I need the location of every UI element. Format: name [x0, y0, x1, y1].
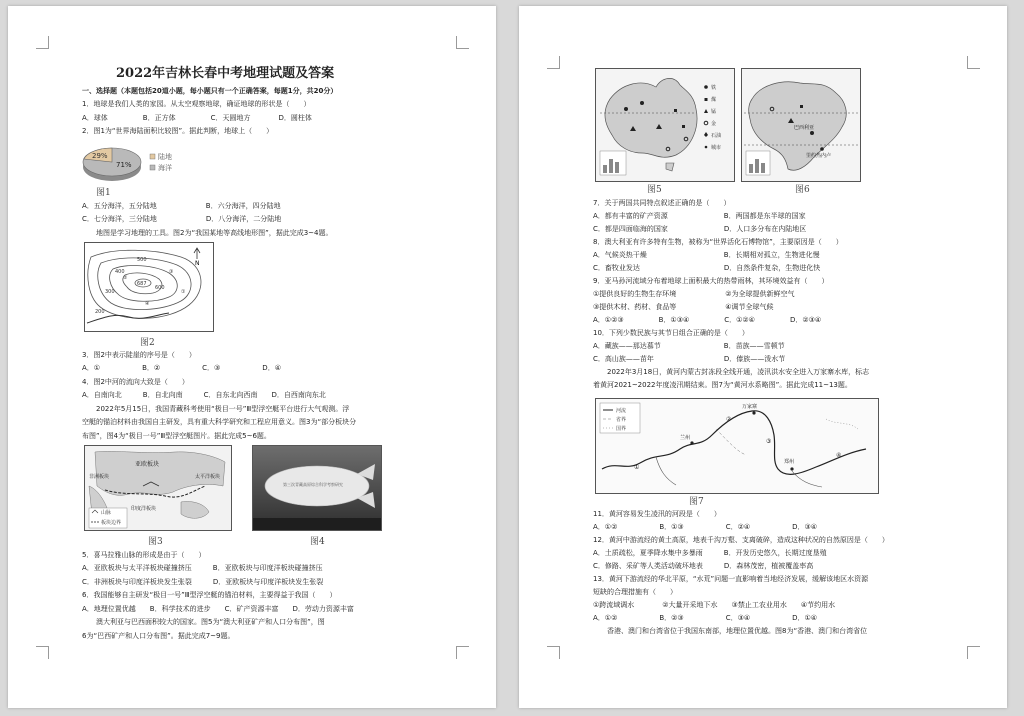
section-heading: 一、选择题（本题包括20道小题，每小题只有一个正确答案，每题1分，共20分） — [82, 87, 338, 95]
crop-mark — [36, 646, 49, 659]
answer-options: ①提供良好的生物生存环境 ②为全球提供新鲜空气 — [593, 290, 795, 298]
figure-caption: 图4 — [310, 537, 325, 547]
passage-text: 地图是学习地理的工具。图2为“我国某地等高线地形图”，据此完成3~4题。 — [82, 229, 333, 237]
svg-text:④: ④ — [836, 452, 842, 459]
figure-1-land-sea-chart — [82, 140, 212, 198]
plate-label: 亚欧板块 — [135, 461, 160, 468]
svg-text:②: ② — [123, 275, 128, 281]
answer-options: A．气候炎热干燥 B．长期相对孤立，生物进化慢 — [593, 251, 820, 259]
question-line: 8．澳大利亚有许多特有生物，被称为“世界活化石博物馆”，主要原因是（ ） — [593, 238, 843, 246]
document-page-left — [8, 6, 496, 708]
svg-text:③: ③ — [766, 438, 772, 445]
question-line: 12．黄河中游流经的黄土高原，地表千沟万壑、支离破碎，造成这种状况的自然原因是（ ） — [593, 536, 889, 544]
legend-item: 国界 — [616, 426, 627, 432]
figure-7-yellow-river-map — [595, 398, 879, 494]
figure-caption: 图7 — [689, 497, 704, 507]
city-label: 巴西利亚 — [794, 125, 815, 131]
contour-label: 600 — [155, 285, 165, 291]
figure-caption: 图2 — [140, 338, 155, 348]
crop-mark — [967, 56, 980, 69]
question-line: 9．亚马孙河流域分布着地球上面积最大的热带雨林，其环境效益有（ ） — [593, 277, 829, 285]
answer-options: A．球体 B．正方体 C．天圆地方 D．圆柱体 — [82, 114, 312, 122]
legend-item: 山脉 — [101, 510, 112, 516]
figure-2-contour-map — [84, 242, 214, 332]
legend-sea: 海洋 — [158, 164, 172, 172]
passage-text: 着黄河2021~2022年度凌汛期结束。图7为“黄河水系略图”。据此完成11~13题。 — [593, 381, 852, 389]
passage-text: 空艇的锚泊材料由我国自主研发，具有重大科学研究和工程应用意义。图3为“部分板块分 — [82, 418, 357, 426]
legend-land: 陆地 — [158, 153, 172, 161]
svg-text:①: ① — [181, 289, 186, 295]
contour-label: 300 — [105, 289, 115, 295]
legend-item: 城市 — [711, 145, 722, 151]
passage-text: 布图”，图4为“极目一号”Ⅲ型浮空艇图片。据此完成5~6题。 — [82, 432, 271, 440]
passage-text: 2022年5月15日，我国青藏科考使用“极目一号”Ⅲ型浮空艇平台进行大气观测。浮 — [82, 405, 350, 413]
question-line: 1．地球是我们人类的家园。从太空观察地球，确证地球的形状是（ ） — [82, 100, 311, 108]
svg-text:②: ② — [726, 416, 732, 423]
question-line: 6．我国能够自主研发“极目一号”Ⅲ型浮空艇的锚泊材料，主要得益于我国（ ） — [82, 591, 337, 599]
passage-text: 香港、澳门和台湾省位于我国东南部，地理位置优越。图8为“香港、澳门和台湾省位 — [593, 627, 868, 635]
question-line: 3．图2中表示陡崖的序号是（ ） — [82, 351, 196, 359]
crop-mark — [967, 646, 980, 659]
question-line: 10．下列少数民族与其节日组合正确的是（ ） — [593, 329, 749, 337]
question-line: 11．黄河容易发生凌汛的河段是（ ） — [593, 510, 721, 518]
answer-options: C．畜牧业发达 D．自然条件复杂，生物进化快 — [593, 264, 821, 272]
answer-options: A．①②③ B．①③④ C．①②④ D．②③④ — [593, 316, 822, 324]
figure-5-australia-map — [595, 68, 735, 182]
crop-mark — [547, 56, 560, 69]
city-label: 里约热内卢 — [806, 153, 832, 159]
contour-label: 200 — [95, 309, 105, 315]
question-line: 13．黄河下游流经的华北平原，“水荒”问题一直影响着当地经济发展，缓解该地区水资源 — [593, 575, 869, 583]
peak-label: 687 — [137, 281, 147, 287]
figure-3-plate-map — [84, 445, 232, 531]
legend-item: 煤 — [711, 97, 717, 103]
place-label: 万家寨 — [742, 404, 758, 410]
svg-text:①: ① — [634, 464, 640, 471]
crop-mark — [456, 36, 469, 49]
legend-item: 河流 — [616, 408, 627, 414]
sea-percent-label: 71% — [116, 161, 132, 169]
answer-options: ①跨流域调水 ②大量开采地下水 ③禁止工农业用水 ④节约用水 — [593, 601, 836, 609]
answer-options: A．亚欧板块与太平洋板块碰撞挤压 B．亚欧板块与印度洋板块碰撞挤压 — [82, 564, 323, 572]
plate-label: 印度洋板块 — [131, 506, 157, 512]
legend-item: 省界 — [616, 417, 627, 423]
contour-label: 400 — [115, 269, 125, 275]
figure-caption: 图5 — [647, 185, 662, 195]
question-line: 短缺的合理措施有（ ） — [593, 588, 677, 596]
plate-label: 太平洋板块 — [195, 474, 221, 480]
svg-text:④: ④ — [145, 301, 150, 307]
place-label: 兰州 — [680, 435, 691, 441]
answer-options: A．藏族——那达慕节 B．苗族——雪顿节 — [593, 342, 785, 350]
crop-mark — [36, 36, 49, 49]
answer-options: A．都有丰富的矿产资源 B．两国都是东半球的国家 — [593, 212, 806, 220]
crop-mark — [456, 646, 469, 659]
answer-options: C．高山族——苗年 D．傣族——泼水节 — [593, 355, 786, 363]
airship-banner: 第三次青藏高原综合科学考察研究 — [283, 482, 343, 487]
answer-options: A．①② B．②③ C．③④ D．①④ — [593, 614, 818, 622]
passage-text: 2022年3月18日，黄河内蒙古封冻段全线开通，凌汛洪水安全进入万家寨水库，标志 — [593, 368, 870, 376]
question-line: 5．喜马拉雅山脉的形成是由于（ ） — [82, 551, 206, 559]
legend-item: 石油 — [711, 133, 722, 139]
place-label: 郑州 — [784, 459, 795, 465]
document-page-right — [519, 6, 1007, 708]
answer-options: ③提供木材、药材、食品等 ④调节全球气候 — [593, 303, 774, 311]
passage-text: 6为“巴西矿产和人口分布图”。据此完成7~9题。 — [82, 632, 235, 640]
figure-4-airship-photo — [252, 445, 382, 531]
answer-options: A．地理位置优越 B．科学技术的进步 C．矿产资源丰富 D．劳动力资源丰富 — [82, 605, 354, 613]
figure-caption: 图6 — [795, 185, 810, 195]
answer-options: A．自南向北 B．自北向南 C．自东北向西南 D．自西南向东北 — [82, 391, 326, 399]
legend-item: 板块边界 — [101, 520, 122, 526]
answer-options: A．五分海洋，五分陆地 B．六分海洋，四分陆地 — [82, 202, 281, 210]
answer-options: A．① B．② C．③ D．④ — [82, 364, 281, 372]
answer-options: C．都是四面临海的国家 D．人口多分布在内陆地区 — [593, 225, 807, 233]
figure-caption: 图3 — [148, 537, 163, 547]
question-line: 2．图1为“世界海陆面积比较图”。据此判断，地球上（ ） — [82, 127, 274, 135]
land-percent-label: 29% — [92, 152, 108, 160]
passage-text: 澳大利亚与巴西面积较大的国家。图5为“澳大利亚矿产和人口分布图”，图 — [82, 618, 325, 626]
answer-options: A．①② B．①③ C．②④ D．③④ — [593, 523, 818, 531]
legend-item: 锰 — [711, 109, 717, 115]
figure-6-brazil-map — [741, 68, 861, 182]
figure-caption: 图1 — [96, 188, 111, 198]
svg-text:③: ③ — [169, 269, 174, 275]
legend-item: 金 — [711, 121, 717, 127]
contour-label: 500 — [137, 257, 147, 263]
crop-mark — [547, 646, 560, 659]
answer-options: C．七分海洋，三分陆地 D．八分海洋，二分陆地 — [82, 215, 282, 223]
question-line: 7．关于两国共同特点叙述正确的是（ ） — [593, 199, 731, 207]
document-title: 2022年吉林长春中考地理试题及答案 — [116, 66, 335, 81]
legend-item: 铁 — [711, 85, 717, 91]
question-line: 4．图2中河的流向大致是（ ） — [82, 378, 189, 386]
svg-text:N: N — [195, 260, 200, 267]
answer-options: C．非洲板块与印度洋板块发生张裂 D．亚欧板块与印度洋板块发生张裂 — [82, 578, 324, 586]
plate-label: 非洲板块 — [89, 474, 110, 480]
answer-options: A．土质疏松，夏季降水集中多暴雨 B．开发历史悠久，长期过度垦殖 — [593, 549, 827, 557]
answer-options: C．修路、采矿等人类活动破坏地表 D．森林茂密，植被覆盖率高 — [593, 562, 814, 570]
